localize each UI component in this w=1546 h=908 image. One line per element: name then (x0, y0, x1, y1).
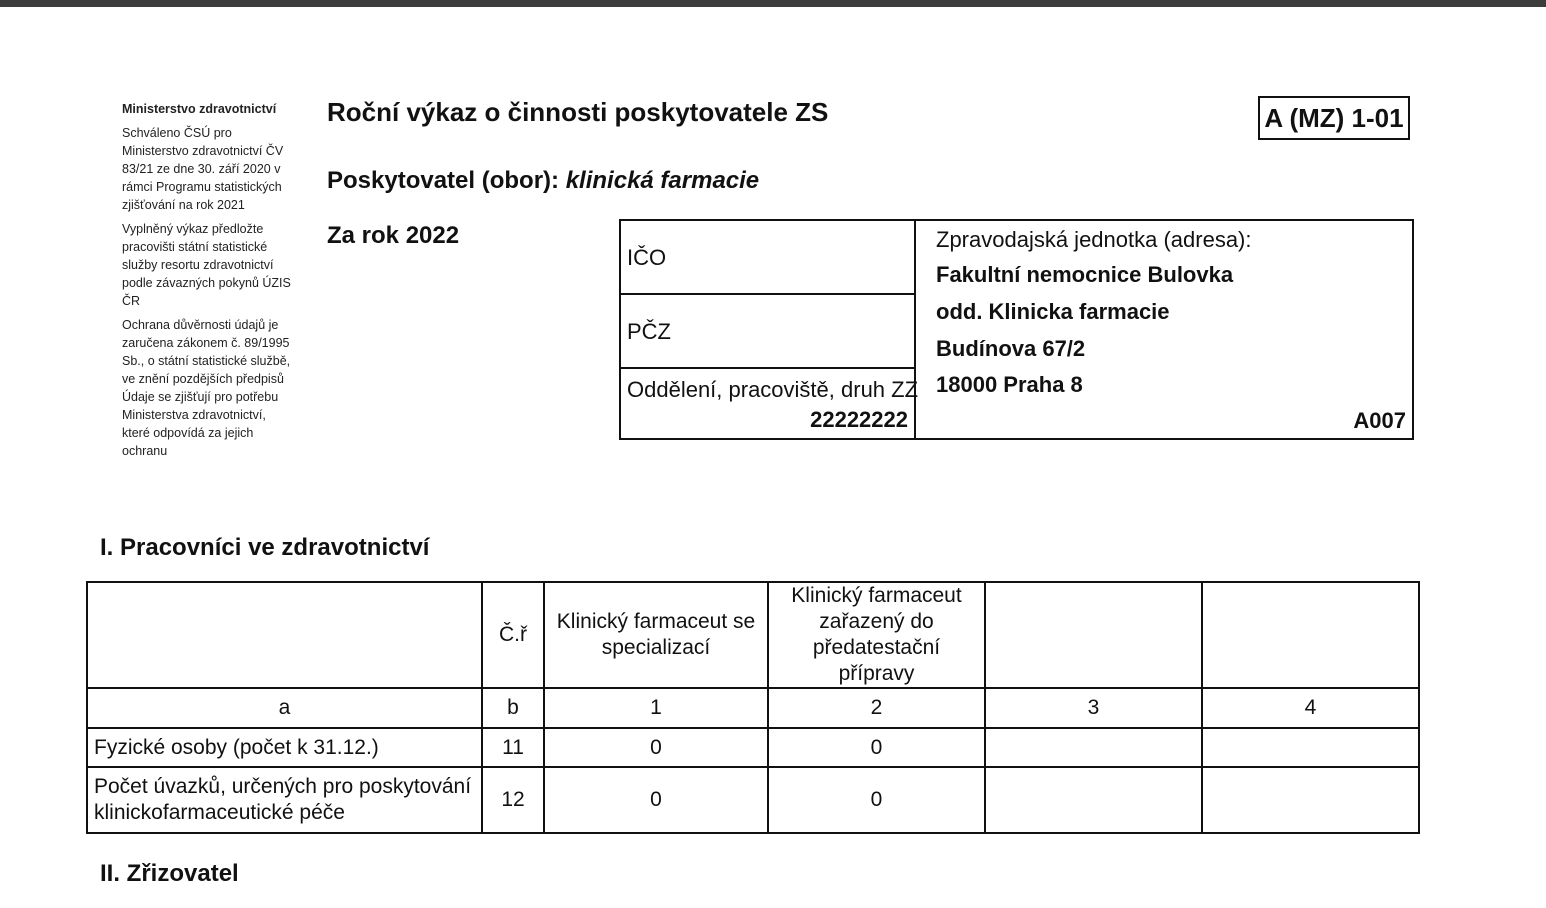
data-cell[interactable]: 0 (768, 767, 985, 833)
department-field[interactable] (621, 369, 919, 438)
provider-value: klinická farmacie (565, 167, 760, 194)
header-cell-cr: Č.ř (482, 582, 544, 688)
header-cell-empty (87, 582, 482, 688)
reporting-unit (916, 221, 1412, 438)
ico-field[interactable] (621, 221, 914, 295)
staff-table (86, 581, 1420, 834)
header-cell-col1: Klinický farmaceut se specializací (544, 582, 768, 688)
report-year: Za rok 2022 (327, 222, 460, 249)
department-value: 22222222 (810, 407, 908, 432)
reporting-unit-name: Fakultní nemocnice Bulovka (936, 262, 1234, 287)
form-code-badge: A (MZ) 1-01 (1258, 96, 1410, 140)
row-number: 12 (482, 767, 544, 833)
privacy-note: Ochrana důvěrnosti údajů je zaručena zákonem č. 89/1995 Sb., o státní statistické službě, ve znění pozdějších předpisů Údaje se zjišťují pro potřebu Ministerstva zdravotnictví, které odpovídá za jejich ochranu (122, 318, 291, 458)
table-row (87, 728, 1419, 767)
data-cell[interactable]: 0 (544, 767, 768, 833)
identification-box (619, 219, 1414, 440)
index-cell: 2 (768, 688, 985, 728)
reporting-unit-city: 18000 Praha 8 (936, 372, 1083, 397)
index-cell: 1 (544, 688, 768, 728)
data-cell[interactable] (985, 767, 1202, 833)
reporting-unit-street: Budínova 67/2 (936, 336, 1086, 361)
pcz-label: PČZ (627, 319, 671, 344)
section-title-founder: II. Zřizovatel (100, 860, 239, 887)
data-cell[interactable] (1202, 728, 1419, 767)
header-cell-col3 (985, 582, 1202, 688)
header-cell-col2: Klinický farmaceut zařazený do předatestační přípravy (768, 582, 985, 688)
section-title-staff: I. Pracovníci ve zdravotnictví (100, 534, 430, 561)
provider-label: Poskytovatel (obor): (327, 167, 560, 194)
sidebar-notes (122, 100, 292, 466)
ministry-name: Ministerstvo zdravotnictví (122, 102, 277, 116)
data-cell[interactable] (1202, 767, 1419, 833)
reporting-unit-department: odd. Klinicka farmacie (936, 299, 1170, 324)
table-header-row (87, 582, 1419, 688)
provider-line (327, 167, 759, 195)
table-index-row (87, 688, 1419, 728)
data-cell[interactable]: 0 (768, 728, 985, 767)
data-cell[interactable] (985, 728, 1202, 767)
page-title: Roční výkaz o činnosti poskytovatele ZS (327, 97, 829, 127)
index-cell: 4 (1202, 688, 1419, 728)
reporting-unit-code: A007 (1353, 408, 1406, 433)
row-label: Počet úvazků, určených pro poskytování klinickofarmaceutické péče (87, 767, 482, 833)
ico-label: IČO (627, 245, 667, 270)
index-cell: a (87, 688, 482, 728)
window-top-bar (0, 0, 1546, 7)
header-cell-col4 (1202, 582, 1419, 688)
row-number: 11 (482, 728, 544, 767)
approval-note: Schváleno ČSÚ pro Ministerstvo zdravotnictví ČV 83/21 ze dne 30. září 2020 v rámci Programu statistických zjišťování na rok 2021 (122, 126, 284, 212)
reporting-unit-label: Zpravodajská jednotka (adresa): (936, 227, 1252, 252)
table-row (87, 767, 1419, 833)
department-label: Oddělení, pracoviště, druh ZZ (627, 377, 919, 402)
data-cell[interactable]: 0 (544, 728, 768, 767)
identification-left (621, 221, 919, 438)
index-cell: 3 (985, 688, 1202, 728)
row-label: Fyzické osoby (počet k 31.12.) (87, 728, 482, 767)
index-cell: b (482, 688, 544, 728)
pcz-field[interactable] (621, 295, 914, 369)
instructions-note: Vyplněný výkaz předložte pracovišti státní statistické služby resortu zdravotnictví podle závazných pokynů ÚZIS ČR (122, 222, 291, 308)
